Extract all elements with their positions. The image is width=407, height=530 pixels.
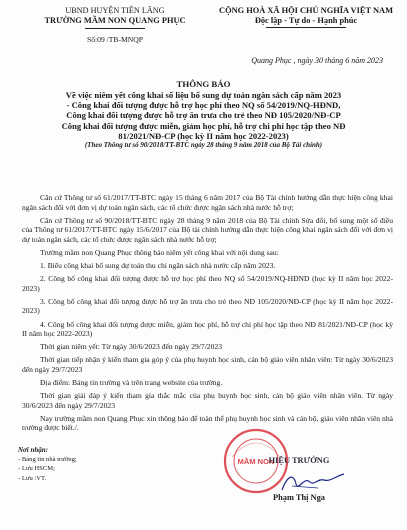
org-parent: UBND HUYỆN TIÊN LÃNG	[65, 6, 165, 15]
body-paragraph: Trường mầm non Quang Phục thông báo niêm yết công khai với nội dung sau:	[40, 247, 279, 257]
title-line: Công khai đối tượng được hỗ trợ ăn trưa cho trẻ theo NĐ 105/2020/NĐ-CP	[66, 110, 341, 121]
title-basis: (Theo Thông tư số 90/2018/TT-BTC ngày 28 tháng 9 năm 2018 của Bộ Tài chính)	[84, 141, 323, 150]
title-line: 81/2021/NĐ-CP (học kỳ II năm học 2022-2023)	[118, 130, 289, 141]
handwritten-signature	[278, 470, 348, 496]
title-line: - Công khai đối tượng được hỗ trợ học phí theo NQ số 54/2019/NQ-HĐND,	[66, 100, 341, 111]
body-paragraph: 4. Công bố công khai đối tượng được miễn, giảm học phí, hỗ trợ chi phí học tập theo NĐ 81/2021/NĐ-CP (học kỳ II năm học 2022-2023)	[22, 319, 393, 339]
body-paragraph: 2. Công bố công khai đối tượng được hỗ trợ học phí theo NQ số 54/2019/NQ-HĐND (học kỳ II năm học 2022-2023)	[22, 274, 393, 293]
body-paragraph: Căn cứ Thông tư số 90/2018/TT-BTC ngày 28 tháng 9 năm 2018 của Bộ Tài chính Sửa đổi, bổ sung một số điều của Thông tư 61/2017/TT-BTC ngày 15/6/2017 của Bộ tài chính hướng dẫn thực hiện công khai ngân sách đối với đơn vị dự toán ngân sách, các tổ chức được ngân sách nhà nước hỗ trợ;	[22, 215, 393, 244]
svg-text:MẦM NON: MẦM NON	[237, 457, 275, 466]
title-line: Về việc niêm yết công khai số liệu bổ sung dự toán ngân sách cấp năm 2023	[65, 90, 342, 100]
body-paragraph: Nay trường mầm non Quang Phục xin thông báo để toàn thể phụ huynh học sinh và cán bộ, giáo viên nhân viên nhà trường được biết./.	[22, 413, 393, 433]
signer-role: HIỆU TRƯỞNG	[268, 456, 330, 465]
doc-number: Số:09 /TB-MNQP	[87, 35, 143, 44]
body-paragraph: 1. Biểu công khai bổ sung dự toán thu chi ngân sách nhà nước cấp năm 2023.	[40, 261, 276, 271]
notice-title	[10, 79, 397, 150]
body-paragraph: Thời gian niêm yết: Từ ngày 30/6/2023 đến ngày 29/7/2023	[40, 342, 222, 352]
body-paragraph: Thời gian giải đáp ý kiến tham gia thắc mắc của phụ huynh học sinh, cán bộ giáo viên nhân viên. Từ ngày 30/6/2023 đến ngày 29/7/2023	[22, 391, 393, 410]
body-paragraph: Địa điểm: Bảng tin trường và trên trang website của trường.	[40, 378, 223, 387]
body-paragraph: Thời gian tiếp nhận ý kiến tham gia góp ý của phụ huynh học sinh, cán bộ giáo viên nhân viên: Từ ngày 30/6/2023 đến ngày 29/7/2023	[22, 355, 393, 374]
recipients-heading: Nơi nhận:	[18, 446, 49, 454]
recipient-item: - Lưu HSCM;	[18, 465, 55, 473]
national-header	[208, 6, 404, 28]
body-paragraph: 3. Công bố công khai đối tượng được hỗ trợ ăn trưa cho trẻ theo NĐ 105/2020/NĐ-CP (học kỳ II năm học 2022-2023)	[22, 296, 393, 316]
recipient-item: - Lưu :VT.	[18, 474, 47, 482]
recipients-block	[18, 446, 77, 483]
signer-name: Phạm Thị Nga	[273, 493, 325, 502]
org-header	[30, 6, 200, 44]
motto: Độc lập - Tự do - Hạnh phúc	[254, 16, 358, 25]
motto-underline	[266, 27, 346, 28]
issue-date: Quang Phục , ngày 30 tháng 6 năm 2023	[251, 56, 383, 65]
org-name: TRƯỜNG MẦM NON QUANG PHỤC	[44, 16, 186, 25]
org-underline	[85, 28, 145, 29]
body-paragraph: Căn cứ Thông tư số 61/2017/TT-BTC ngày 15 tháng 6 năm 2017 của Bộ Tài chính hướng dẫn thực hiện công khai ngân sách đối với đơn vị dự toán ngân sách, các tổ chức được ngân sách nhà nước hỗ trợ;	[22, 193, 393, 212]
title-line: Công khai đối tượng được miễn, giảm học phí, hỗ trợ chi phí học tập theo NĐ	[61, 120, 346, 131]
title-heading: THÔNG BÁO	[176, 79, 231, 89]
notice-body	[22, 193, 393, 436]
country-name: CỘNG HOÀ XÃ HỘI CHỦ NGHĨA VIỆT NAM	[219, 6, 393, 15]
recipient-item: - Bảng tin nhà trường;	[18, 456, 77, 464]
